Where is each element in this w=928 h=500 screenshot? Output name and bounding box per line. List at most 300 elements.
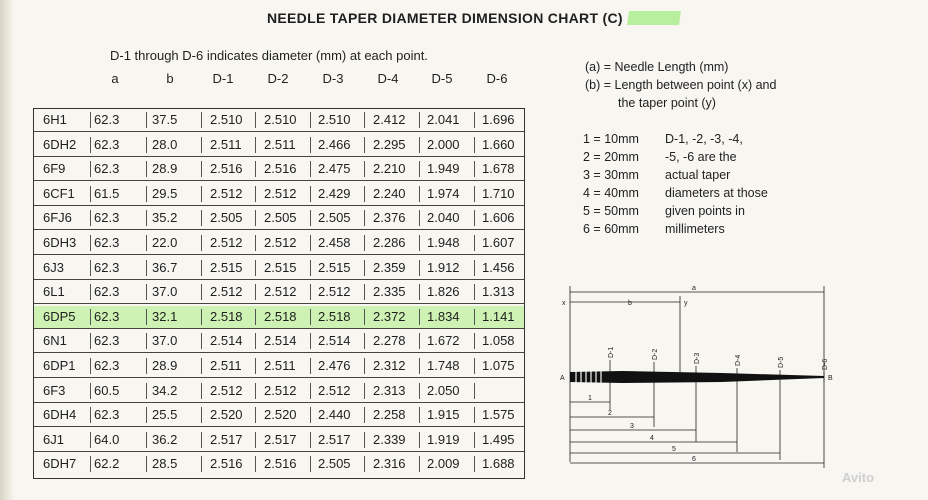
value-cell-d-3: 2.476	[318, 358, 351, 373]
fig-dim-2: 2	[608, 410, 612, 417]
value-cell-d-4: 2.316	[373, 456, 406, 472]
value-cell-d-5: 1.948	[427, 235, 460, 250]
column-separator	[310, 260, 311, 276]
needle-code-cell: 6DH7	[43, 456, 77, 472]
value-cell-b: 36.7	[152, 259, 178, 275]
fig-label-a: a	[692, 285, 696, 292]
value-cell-b: 28.9	[152, 358, 178, 373]
column-separator	[419, 284, 420, 300]
column-separator	[255, 456, 256, 472]
unit-key-item	[583, 220, 768, 238]
column-separator	[201, 333, 202, 349]
column-separator	[364, 407, 365, 423]
value-cell-a: 64.0	[94, 431, 120, 447]
table-row	[34, 306, 524, 329]
value-cell-d-3: 2.505	[318, 456, 351, 472]
needle-code-cell: 6J1	[43, 431, 64, 447]
value-cell-d-1: 2.512	[210, 185, 243, 201]
column-separator	[201, 235, 202, 251]
value-cell-d-1: 2.512	[210, 235, 243, 250]
column-header-d5: D-5	[431, 71, 453, 86]
value-cell-a: 62.3	[94, 308, 120, 324]
column-separator	[419, 407, 420, 423]
column-separator	[255, 235, 256, 251]
column-separator	[474, 456, 475, 472]
column-separator	[201, 186, 202, 202]
fig-point-d1: D-1	[608, 346, 615, 358]
value-cell-d-2: 2.518	[264, 308, 297, 324]
value-cell-d-3: 2.440	[318, 407, 351, 423]
value-cell-b: 28.9	[152, 161, 178, 177]
value-cell-d-2: 2.520	[264, 407, 297, 423]
value-cell-d-4: 2.240	[373, 185, 406, 201]
column-separator	[90, 383, 91, 399]
needle-code-cell: 6DP5	[43, 308, 76, 324]
column-separator	[255, 407, 256, 423]
value-cell-d-1: 2.511	[210, 136, 242, 152]
column-separator	[419, 112, 420, 128]
fig-label-b: b	[628, 300, 632, 307]
unit-key-item	[583, 130, 768, 148]
needle-code-cell: 6DH4	[43, 407, 77, 423]
value-cell-d-6: 1.075	[482, 358, 515, 373]
value-cell-b: 32.1	[152, 308, 178, 324]
value-cell-d-6: 1.058	[482, 333, 515, 349]
value-cell-d-5: 1.748	[427, 358, 460, 373]
table-row	[34, 355, 524, 378]
column-separator	[474, 358, 475, 374]
column-separator	[90, 137, 91, 153]
column-separator	[255, 333, 256, 349]
unit-key-desc: -5, -6 are the	[665, 150, 737, 164]
value-cell-d-4: 2.412	[373, 112, 406, 127]
unit-key-label: 4 = 40mm	[583, 186, 639, 200]
column-separator	[146, 456, 147, 472]
value-cell-a: 62.3	[94, 112, 120, 127]
column-separator	[310, 383, 311, 399]
table-row	[34, 158, 524, 181]
value-cell-d-6: 1.607	[482, 235, 515, 250]
fig-dim-6: 6	[692, 456, 696, 463]
column-separator	[146, 432, 147, 448]
column-separator	[90, 309, 91, 325]
column-separator	[419, 432, 420, 448]
needle-code-cell: 6L1	[43, 284, 65, 300]
value-cell-d-3: 2.518	[318, 308, 351, 324]
value-cell-d-1: 2.516	[210, 456, 243, 472]
column-separator	[146, 112, 147, 128]
table-row	[34, 281, 524, 304]
value-cell-b: 36.2	[152, 431, 178, 447]
column-separator	[255, 210, 256, 226]
unit-key-item	[583, 166, 768, 184]
needle-shape	[570, 371, 824, 383]
column-header-b: b	[166, 71, 174, 86]
value-cell-d-3: 2.429	[318, 185, 351, 201]
value-cell-a: 62.3	[94, 407, 120, 423]
value-cell-d-5: 2.000	[427, 136, 460, 152]
column-separator	[419, 309, 420, 325]
value-cell-d-4: 2.278	[373, 333, 406, 349]
table-row	[34, 330, 524, 353]
needle-code-cell: 6H1	[43, 112, 67, 127]
fig-label-A: A	[560, 375, 565, 382]
value-cell-d-5: 1.826	[427, 284, 460, 300]
dimension-table	[33, 108, 525, 479]
column-separator	[201, 112, 202, 128]
value-cell-a: 62.3	[94, 284, 120, 300]
column-separator	[146, 260, 147, 276]
value-cell-d-6: 1.688	[482, 456, 515, 472]
column-header-d4: D-4	[377, 71, 399, 86]
needle-diagram	[562, 272, 832, 472]
value-cell-d-4: 2.376	[373, 210, 406, 226]
value-cell-d-4: 2.286	[373, 235, 406, 250]
value-cell-a: 62.3	[94, 333, 120, 349]
value-cell-d-1: 2.517	[210, 431, 243, 447]
value-cell-d-1: 2.515	[210, 259, 243, 275]
column-separator	[310, 210, 311, 226]
value-cell-a: 62.3	[94, 136, 120, 152]
column-separator	[364, 260, 365, 276]
value-cell-d-5: 2.040	[427, 210, 460, 226]
column-separator	[201, 456, 202, 472]
legend-line-b: (b) = Length between point (x) and	[585, 78, 777, 92]
column-separator	[364, 161, 365, 177]
column-separator	[146, 333, 147, 349]
value-cell-d-5: 2.041	[427, 112, 460, 127]
column-separator	[364, 186, 365, 202]
column-separator	[201, 432, 202, 448]
value-cell-d-2: 2.517	[264, 431, 297, 447]
column-separator	[474, 333, 475, 349]
column-separator	[90, 112, 91, 128]
value-cell-d-5: 1.915	[427, 407, 460, 423]
column-separator	[419, 186, 420, 202]
fig-dim-1: 1	[588, 395, 592, 402]
column-header-a: a	[111, 71, 119, 86]
value-cell-d-5: 2.050	[427, 382, 460, 398]
value-cell-d-2: 2.512	[264, 235, 297, 250]
value-cell-d-5: 1.672	[427, 333, 460, 349]
value-cell-d-1: 2.505	[210, 210, 243, 226]
value-cell-d-2: 2.512	[264, 185, 297, 201]
value-cell-d-2: 2.505	[264, 210, 297, 226]
unit-key-desc: D-1, -2, -3, -4,	[665, 132, 743, 146]
value-cell-d-4: 2.313	[373, 382, 406, 398]
column-separator	[201, 161, 202, 177]
column-separator	[310, 309, 311, 325]
value-cell-d-2: 2.511	[264, 136, 296, 152]
page-title: NEEDLE TAPER DIAMETER DIMENSION CHART (C)	[267, 10, 623, 26]
column-separator	[255, 260, 256, 276]
column-separator	[474, 210, 475, 226]
value-cell-d-6: 1.456	[482, 259, 515, 275]
column-separator	[90, 161, 91, 177]
unit-key-label: 5 = 50mm	[583, 204, 639, 218]
value-cell-d-4: 2.359	[373, 259, 406, 275]
column-separator	[255, 161, 256, 177]
column-separator	[255, 112, 256, 128]
column-separator	[474, 260, 475, 276]
column-separator	[201, 284, 202, 300]
column-separator	[255, 383, 256, 399]
value-cell-d-4: 2.295	[373, 136, 406, 152]
column-separator	[201, 260, 202, 276]
value-cell-d-3: 2.505	[318, 210, 351, 226]
column-separator	[146, 309, 147, 325]
column-separator	[146, 358, 147, 374]
column-separator	[90, 186, 91, 202]
column-separator	[419, 383, 420, 399]
column-separator	[474, 186, 475, 202]
table-row	[34, 109, 524, 132]
column-separator	[364, 333, 365, 349]
value-cell-b: 28.0	[152, 136, 178, 152]
column-separator	[364, 432, 365, 448]
column-separator	[310, 137, 311, 153]
value-cell-d-5: 1.912	[427, 259, 460, 275]
value-cell-d-2: 2.516	[264, 456, 297, 472]
column-separator	[419, 456, 420, 472]
needle-code-cell: 6CF1	[43, 185, 75, 201]
column-separator	[419, 137, 420, 153]
column-separator	[255, 284, 256, 300]
value-cell-d-2: 2.512	[264, 284, 297, 300]
unit-key-desc: given points in	[665, 204, 745, 218]
value-cell-d-6: 1.495	[482, 431, 515, 447]
value-cell-b: 37.0	[152, 284, 178, 300]
table-row	[34, 207, 524, 230]
column-separator	[255, 309, 256, 325]
value-cell-a: 60.5	[94, 382, 120, 398]
value-cell-d-6: 1.313	[482, 284, 515, 300]
unit-key-desc: actual taper	[665, 168, 731, 182]
fig-dim-5: 5	[672, 446, 676, 453]
column-separator	[310, 432, 311, 448]
column-separator	[90, 284, 91, 300]
column-separator	[474, 235, 475, 251]
value-cell-d-4: 2.372	[373, 308, 406, 324]
unit-key-item	[583, 184, 768, 202]
column-separator	[419, 235, 420, 251]
column-separator	[255, 358, 256, 374]
column-separator	[310, 456, 311, 472]
value-cell-b: 34.2	[152, 382, 178, 398]
column-separator	[474, 309, 475, 325]
value-cell-d-4: 2.312	[373, 358, 406, 373]
value-cell-d-1: 2.520	[210, 407, 243, 423]
column-separator	[201, 358, 202, 374]
table-row	[34, 380, 524, 403]
fig-point-d4: D-4	[735, 354, 742, 366]
value-cell-d-3: 2.512	[318, 284, 351, 300]
value-cell-d-2: 2.512	[264, 382, 297, 398]
fig-dim-3: 3	[630, 423, 634, 430]
value-cell-d-2: 2.511	[264, 358, 296, 373]
value-cell-a: 62.3	[94, 259, 120, 275]
column-separator	[90, 235, 91, 251]
needle-code-cell: 6N1	[43, 333, 67, 349]
fig-point-d2: D-2	[652, 348, 659, 360]
column-separator	[364, 383, 365, 399]
value-cell-d-1: 2.514	[210, 333, 243, 349]
value-cell-d-5: 1.949	[427, 161, 460, 177]
column-separator	[255, 186, 256, 202]
value-cell-d-2: 2.514	[264, 333, 297, 349]
value-cell-d-4: 2.335	[373, 284, 406, 300]
value-cell-d-2: 2.515	[264, 259, 297, 275]
column-separator	[146, 186, 147, 202]
value-cell-a: 62.3	[94, 210, 120, 226]
column-header-d1: D-1	[212, 71, 234, 86]
column-separator	[201, 407, 202, 423]
value-cell-a: 62.3	[94, 358, 120, 373]
value-cell-a: 62.3	[94, 235, 120, 250]
value-cell-d-6: 1.575	[482, 407, 515, 423]
unit-key-label: 2 = 20mm	[583, 150, 639, 164]
fig-point-d3: D-3	[694, 352, 701, 364]
unit-key-label: 6 = 60mm	[583, 222, 639, 236]
column-separator	[310, 161, 311, 177]
column-separator	[364, 456, 365, 472]
value-cell-a: 62.3	[94, 161, 120, 177]
title-highlight-mark	[627, 11, 681, 25]
column-separator	[201, 210, 202, 226]
column-separator	[146, 284, 147, 300]
column-separator	[146, 161, 147, 177]
value-cell-d-3: 2.515	[318, 259, 351, 275]
column-separator	[201, 309, 202, 325]
column-separator	[90, 456, 91, 472]
value-cell-b: 29.5	[152, 185, 178, 201]
needle-code-cell: 6FJ6	[43, 210, 72, 226]
legend-definitions	[585, 58, 776, 112]
column-separator	[310, 284, 311, 300]
value-cell-d-3: 2.510	[318, 112, 351, 127]
legend-line-a: (a) = Needle Length (mm)	[585, 60, 729, 74]
fig-label-x: x	[562, 300, 566, 307]
watermark-logo: Avito	[842, 470, 875, 485]
value-cell-d-1: 2.516	[210, 161, 243, 177]
value-cell-a: 61.5	[94, 185, 120, 201]
value-cell-d-3: 2.458	[318, 235, 351, 250]
column-separator	[364, 284, 365, 300]
fig-dim-4: 4	[650, 435, 654, 442]
needle-code-cell: 6J3	[43, 259, 64, 275]
column-separator	[419, 333, 420, 349]
fig-label-B: B	[828, 375, 833, 382]
column-separator	[146, 235, 147, 251]
table-row	[34, 453, 524, 475]
column-separator	[310, 112, 311, 128]
value-cell-d-4: 2.210	[373, 161, 406, 177]
column-header-d3: D-3	[322, 71, 344, 86]
column-separator	[90, 358, 91, 374]
needle-code-cell: 6DP1	[43, 358, 76, 373]
column-separator	[90, 333, 91, 349]
unit-key-item	[583, 202, 768, 220]
column-separator	[364, 112, 365, 128]
column-separator	[310, 333, 311, 349]
column-separator	[310, 186, 311, 202]
column-separator	[90, 260, 91, 276]
page-binding-shadow	[0, 0, 14, 500]
column-separator	[474, 383, 475, 399]
column-separator	[364, 210, 365, 226]
value-cell-b: 37.5	[152, 112, 178, 127]
value-cell-d-2: 2.516	[264, 161, 297, 177]
value-cell-d-1: 2.518	[210, 308, 243, 324]
unit-key-desc: diameters at those	[665, 186, 768, 200]
chart-subtitle: D-1 through D-6 indicates diameter (mm) at each point.	[110, 48, 428, 63]
fig-point-d5: D-5	[778, 356, 785, 368]
column-separator	[255, 432, 256, 448]
column-separator	[419, 210, 420, 226]
value-cell-d-6: 1.710	[482, 185, 515, 201]
column-separator	[146, 137, 147, 153]
table-row	[34, 429, 524, 452]
table-row	[34, 134, 524, 157]
table-row	[34, 404, 524, 427]
table-row	[34, 257, 524, 280]
value-cell-d-3: 2.514	[318, 333, 351, 349]
value-cell-b: 35.2	[152, 210, 178, 226]
column-separator	[90, 407, 91, 423]
value-cell-b: 25.5	[152, 407, 178, 423]
column-separator	[310, 235, 311, 251]
column-separator	[146, 210, 147, 226]
value-cell-d-5: 2.009	[427, 456, 460, 472]
value-cell-d-1: 2.512	[210, 382, 243, 398]
column-separator	[474, 112, 475, 128]
table-row	[34, 232, 524, 255]
column-separator	[474, 137, 475, 153]
column-header-d2: D-2	[267, 71, 289, 86]
value-cell-d-2: 2.510	[264, 112, 297, 127]
column-separator	[310, 407, 311, 423]
unit-key-list	[583, 130, 768, 238]
column-separator	[201, 383, 202, 399]
value-cell-d-4: 2.258	[373, 407, 406, 423]
column-separator	[146, 383, 147, 399]
column-separator	[90, 432, 91, 448]
unit-key-item	[583, 148, 768, 166]
column-separator	[419, 260, 420, 276]
value-cell-b: 28.5	[152, 456, 178, 472]
column-separator	[364, 235, 365, 251]
column-separator	[474, 161, 475, 177]
column-separator	[474, 432, 475, 448]
unit-key-label: 1 = 10mm	[583, 132, 639, 146]
value-cell-d-6: 1.660	[482, 136, 515, 152]
value-cell-d-3: 2.475	[318, 161, 351, 177]
legend-line-b-cont: the taper point (y)	[618, 96, 716, 110]
value-cell-a: 62.2	[94, 456, 120, 472]
value-cell-d-6: 1.696	[482, 112, 515, 127]
value-cell-d-1: 2.510	[210, 112, 243, 127]
fig-point-d6: D-6	[822, 358, 829, 370]
value-cell-d-5: 1.974	[427, 185, 460, 201]
unit-key-desc: millimeters	[665, 222, 725, 236]
needle-code-cell: 6F9	[43, 161, 66, 177]
column-separator	[474, 407, 475, 423]
unit-key-label: 3 = 30mm	[583, 168, 639, 182]
value-cell-b: 22.0	[152, 235, 178, 250]
needle-code-cell: 6DH3	[43, 235, 77, 250]
column-separator	[364, 358, 365, 374]
value-cell-d-1: 2.512	[210, 284, 243, 300]
